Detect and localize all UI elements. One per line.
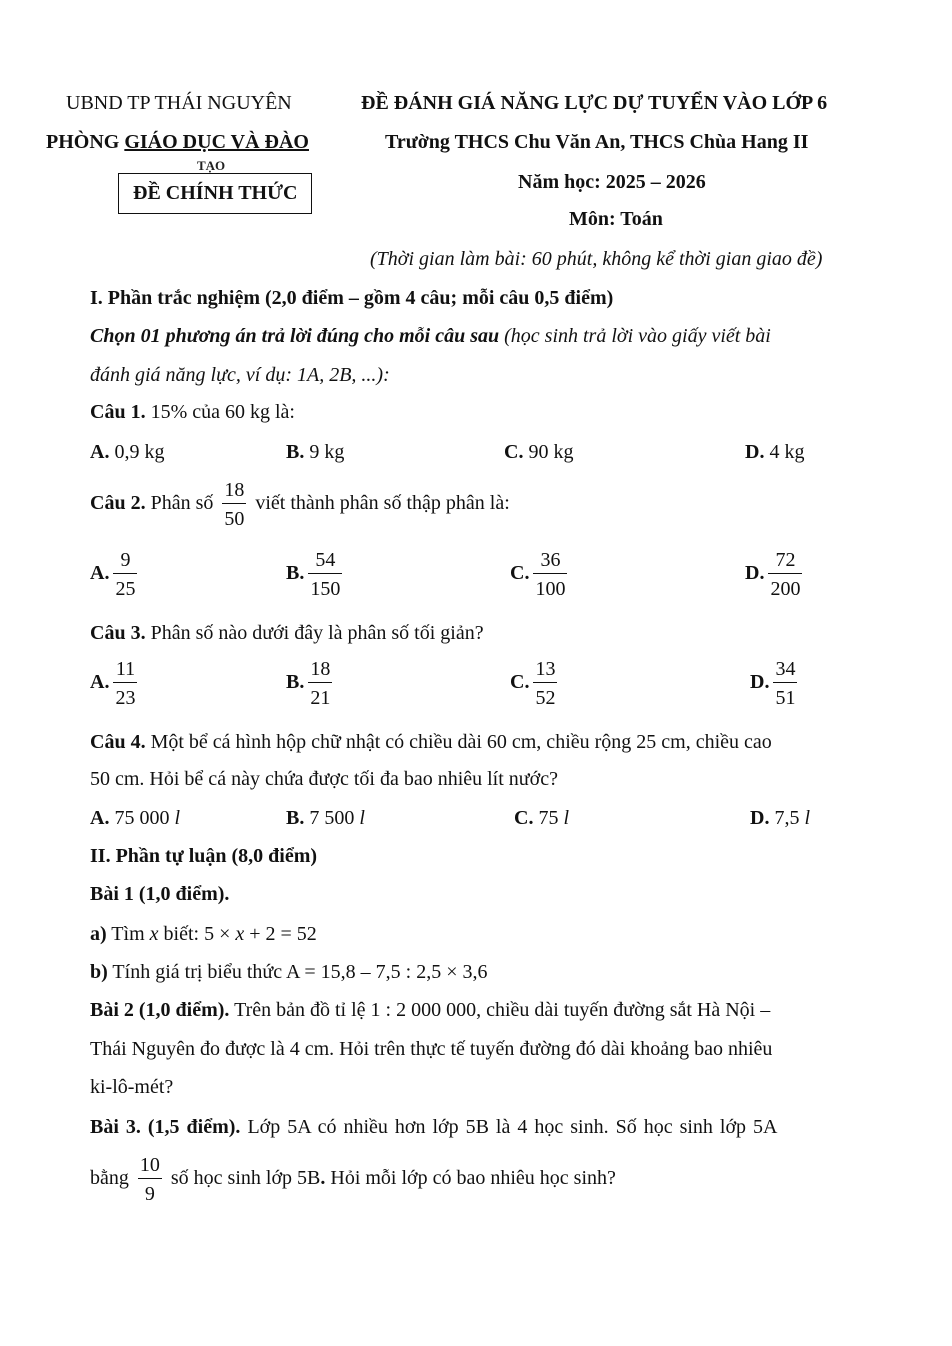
option-letter: C. <box>514 807 534 829</box>
q1-text: 15% của 60 kg là: <box>145 401 295 423</box>
q3-option-c <box>510 659 561 708</box>
q1-option-d <box>745 441 804 464</box>
fraction-numerator: 36 <box>533 550 567 574</box>
issuer-line-2 <box>46 131 309 154</box>
bai3-line2 <box>90 1155 616 1204</box>
bai1-a-var: x <box>149 923 159 945</box>
q1-option-a <box>90 441 164 464</box>
bai1-part-b <box>90 961 487 984</box>
q2-text-before: Phân số <box>145 492 214 515</box>
option-text: 90 kg <box>523 441 574 463</box>
option-letter: B. <box>286 807 305 829</box>
option-letter: C. <box>504 441 524 463</box>
q4-stem-line2: 50 cm. Hỏi bể cá này chứa được tối đa bao nhiêu lít nước? <box>90 768 558 790</box>
fraction-denominator: 25 <box>115 578 136 600</box>
fraction-numerator: 54 <box>308 550 342 574</box>
bai1-a-label: a) <box>90 923 107 945</box>
fraction-numerator: 13 <box>533 659 557 683</box>
q2-fraction <box>222 480 246 529</box>
q4-option-c <box>514 807 569 830</box>
option-fraction <box>308 659 332 708</box>
option-letter: D. <box>750 671 770 694</box>
part2-title: II. Phần tự luận (8,0 điểm) <box>90 845 318 867</box>
option-letter: D. <box>745 441 765 463</box>
option-letter: B. <box>286 441 305 463</box>
fraction-numerator: 10 <box>138 1155 162 1179</box>
q2-option-b <box>286 550 346 599</box>
option-value: 7 500 <box>304 807 360 829</box>
bai1-a-var2: x <box>235 923 245 945</box>
bai1-a-text3: + 2 = 52 <box>244 923 317 945</box>
fraction-numerator: 18 <box>308 659 332 683</box>
fraction-numerator: 9 <box>113 550 137 574</box>
q4-option-a <box>90 807 180 830</box>
fraction-denominator: 50 <box>224 508 245 530</box>
bai2-text: Trên bản đồ tỉ lệ 1 : 2 000 000, chiều dài tuyến đường sắt Hà Nội – <box>229 999 771 1021</box>
q2-stem <box>90 480 510 529</box>
option-fraction <box>773 659 797 708</box>
fraction-denominator: 51 <box>775 687 796 709</box>
option-letter: A. <box>90 562 110 585</box>
bai3-line2-after: Hỏi mỗi lớp có bao nhiêu học sinh? <box>325 1167 616 1190</box>
option-letter: C. <box>510 671 530 694</box>
fraction-denominator: 9 <box>144 1183 155 1205</box>
fraction-denominator: 100 <box>535 578 566 600</box>
option-letter: A. <box>90 807 110 829</box>
fraction-denominator: 200 <box>770 578 801 600</box>
option-unit: l <box>563 807 570 829</box>
bai1-part-a <box>90 923 317 946</box>
bai3-title: Bài 3. (1,5 điểm). <box>90 1116 241 1138</box>
fraction-denominator: 23 <box>115 687 136 709</box>
fraction-numerator: 18 <box>222 480 246 504</box>
bai1-b-label: b) <box>90 961 108 983</box>
option-letter: B. <box>286 562 305 585</box>
q2-label: Câu 2. <box>90 492 146 515</box>
option-unit: l <box>174 807 181 829</box>
option-fraction <box>308 550 342 599</box>
part1-instruction-line2: đánh giá năng lực, ví dụ: 1A, 2B, ...): <box>90 364 390 386</box>
bai3-line2-dot: . <box>320 1167 326 1190</box>
fraction-numerator: 34 <box>773 659 797 683</box>
bai2-line2: Thái Nguyên đo được là 4 cm. Hỏi trên thực tế tuyến đường đó dài khoảng bao nhiêu <box>90 1038 773 1060</box>
bai1-a-text1: Tìm <box>106 923 150 945</box>
part1-instruction-rest: (học sinh trả lời vào giấy viết bài <box>499 325 771 347</box>
option-letter: A. <box>90 671 110 694</box>
q4-stem-line1 <box>90 731 772 754</box>
bai1-b-text: Tính giá trị biểu thức A = 15,8 – 7,5 : 2,5 × 3,6 <box>107 961 488 983</box>
issuer-line-1: UBND TP THÁI NGUYÊN <box>66 92 292 114</box>
official-stamp-box: ĐỀ CHÍNH THỨC <box>118 173 312 214</box>
option-text: 9 kg <box>304 441 345 463</box>
fraction-denominator: 52 <box>535 687 556 709</box>
fraction-denominator: 150 <box>310 578 341 600</box>
q1-label: Câu 1. <box>90 401 146 423</box>
fraction-numerator: 72 <box>768 550 802 574</box>
option-letter: C. <box>510 562 530 585</box>
bai3-line2-mid: số học sinh lớp 5B <box>170 1167 321 1190</box>
option-letter: D. <box>745 562 765 585</box>
bai2-line1 <box>90 999 770 1022</box>
option-value: 75 000 <box>109 807 175 829</box>
bai2-line3: ki-lô-mét? <box>90 1076 174 1098</box>
option-fraction <box>533 659 557 708</box>
bai3-line2-before: bằng <box>90 1167 129 1190</box>
q4-label: Câu 4. <box>90 731 146 753</box>
q1-option-b <box>286 441 344 464</box>
q3-option-d <box>750 659 801 708</box>
q3-text: Phân số nào dưới đây là phân số tối giản? <box>145 622 484 644</box>
q4-text: Một bể cá hình hộp chữ nhật có chiều dài 60 cm, chiều rộng 25 cm, chiều cao <box>145 731 772 753</box>
q2-option-a <box>90 550 141 599</box>
q2-text-after: viết thành phân số thập phân là: <box>255 492 510 515</box>
q3-option-b <box>286 659 336 708</box>
option-letter: D. <box>750 807 770 829</box>
part1-title: I. Phần trắc nghiệm (2,0 điểm – gồm 4 câu; mỗi câu 0,5 điểm) <box>90 287 614 309</box>
q3-stem <box>90 622 484 645</box>
option-unit: l <box>804 807 811 829</box>
bai3-line1 <box>90 1116 778 1139</box>
q3-option-a <box>90 659 141 708</box>
q1-option-c <box>504 441 573 464</box>
issuer-underlined: GIÁO DỤC VÀ ĐÀO <box>124 131 309 153</box>
exam-subject: Môn: Toán <box>569 208 663 230</box>
option-fraction <box>768 550 802 599</box>
option-text: 4 kg <box>764 441 805 463</box>
q1-stem <box>90 401 295 424</box>
option-letter: B. <box>286 671 305 694</box>
bai3-text: Lớp 5A có nhiều hơn lớp 5B là 4 học sinh. Số học sinh lớp 5A <box>240 1116 778 1138</box>
bai1-title: Bài 1 (1,0 điểm). <box>90 883 230 905</box>
option-letter: A. <box>90 441 110 463</box>
part1-instruction <box>90 325 771 348</box>
option-value: 7,5 <box>769 807 805 829</box>
fraction-denominator: 21 <box>310 687 331 709</box>
fraction-numerator: 11 <box>113 659 137 683</box>
q4-option-b <box>286 807 365 830</box>
option-fraction <box>533 550 567 599</box>
q4-option-d <box>750 807 810 830</box>
option-fraction <box>113 659 137 708</box>
q2-option-d <box>745 550 806 599</box>
exam-year: Năm học: 2025 – 2026 <box>518 171 706 193</box>
issuer-overflow-text: TẠO <box>197 158 226 173</box>
bai1-a-text2: biết: 5 × <box>158 923 236 945</box>
bai3-fraction <box>138 1155 162 1204</box>
option-value: 75 <box>533 807 564 829</box>
option-unit: l <box>359 807 365 829</box>
issuer-prefix: PHÒNG <box>46 131 125 153</box>
option-fraction <box>113 550 137 599</box>
bai2-title: Bài 2 (1,0 điểm). <box>90 999 230 1021</box>
exam-schools: Trường THCS Chu Văn An, THCS Chùa Hang II <box>385 131 809 153</box>
exam-title: ĐỀ ĐÁNH GIÁ NĂNG LỰC DỰ TUYỂN VÀO LỚP 6 <box>361 92 828 114</box>
option-text: 0,9 kg <box>109 441 165 463</box>
q3-label: Câu 3. <box>90 622 146 644</box>
exam-time: (Thời gian làm bài: 60 phút, không kể thời gian giao đề) <box>370 248 823 270</box>
q2-option-c <box>510 550 571 599</box>
part1-instruction-bold: Chọn 01 phương án trả lời đúng cho mỗi câu sau <box>90 325 500 347</box>
